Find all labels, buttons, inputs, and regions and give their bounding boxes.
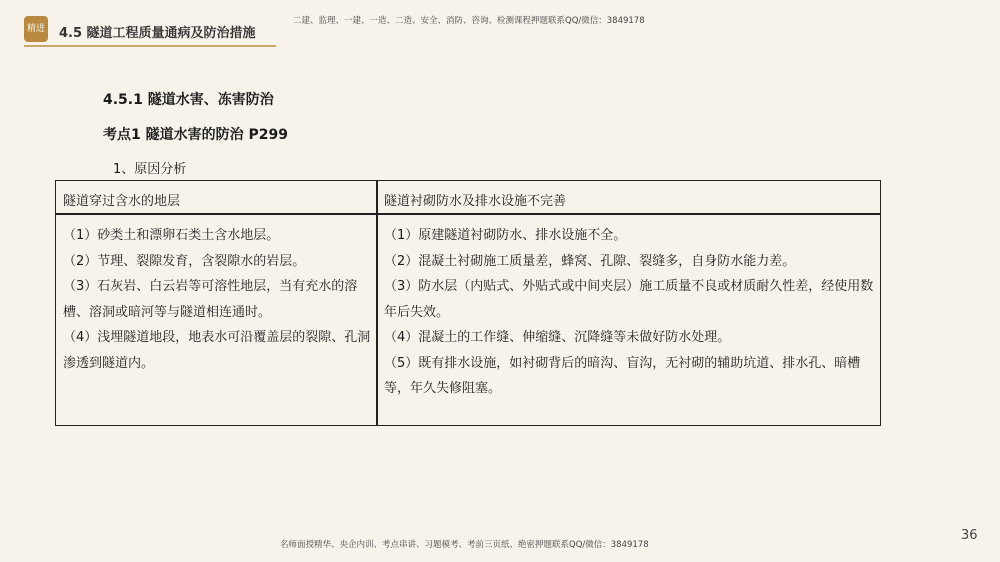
header-bar (0, 0, 1000, 56)
list-item: （1）砂类土和漂卵石类土含水地层。 (63, 228, 280, 243)
list-item: （2）节理、裂隙发育，含裂隙水的岩层。 (63, 253, 306, 269)
logo-badge: 精进 (24, 16, 48, 42)
header-ad-text: 二建、监理、一建、一造、二造、安全、消防、咨询、检测课程押题联系QQ/微信：3849178 (293, 16, 645, 26)
list-item: （4）浅埋隧道地段，地表水可沿覆盖层的裂隙、孔洞渗透到隧道内。 (63, 330, 371, 371)
table-header-lining-drainage: 隧道衬砌防水及排水设施不完善 (384, 194, 567, 209)
list-item: （5）既有排水设施，如衬砌背后的暗沟、盲沟，无衬砌的辅助坑道、排水孔、暗槽等，年久失修阻塞。 (384, 355, 861, 396)
list-item: （3）石灰岩、白云岩等可溶性地层，当有充水的溶槽、溶洞或暗河等与隧道相连通时。 (63, 279, 358, 320)
table-cell-lining-drainage (384, 223, 879, 402)
table-row-divider (56, 213, 880, 215)
list-item: （1）原建隧道衬砌防水、排水设施不全。 (384, 228, 627, 243)
cause-table (55, 180, 881, 426)
page-number: 36 (961, 528, 978, 543)
section-heading: 4.5.1 隧道水害、冻害防治 (103, 92, 274, 108)
table-header-water-strata: 隧道穿过含水的地层 (63, 194, 181, 209)
table-cell-water-strata (63, 223, 373, 376)
item-heading: 1、原因分析 (113, 162, 187, 177)
list-item: （3）防水层（内贴式、外贴式或中间夹层）施工质量不良或材质耐久性差，经使用数年后失效。 (384, 279, 874, 320)
footer-ad-text: 名师面授精华、央企内训、考点串讲、习题模考、考前三页纸、绝密押题联系QQ/微信：3849178 (280, 540, 649, 550)
topic-heading: 考点1 隧道水害的防治 P299 (103, 127, 288, 143)
table-column-divider (376, 181, 378, 425)
section-title: 4.5 隧道工程质量通病及防治措施 (59, 26, 256, 41)
list-item: （2）混凝土衬砌施工质量差，蜂窝、孔隙、裂缝多，自身防水能力差。 (384, 253, 796, 269)
header-divider (24, 45, 276, 47)
list-item: （4）混凝土的工作缝、伸缩缝、沉降缝等未做好防水处理。 (384, 330, 731, 345)
